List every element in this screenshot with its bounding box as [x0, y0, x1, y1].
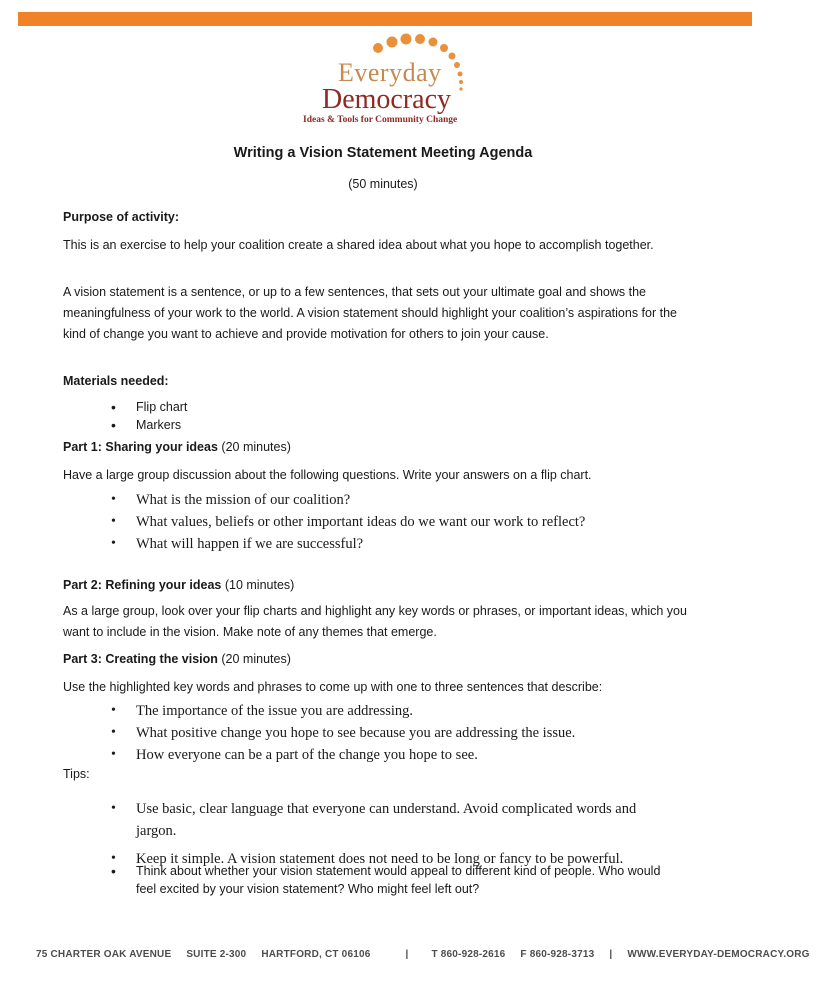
footer-city: HARTFORD, CT 06106 [261, 949, 371, 960]
list-item: • Markers [63, 416, 703, 434]
part2-heading-line [63, 575, 703, 596]
list-item: • How everyone can be a part of the change you hope to see. [63, 744, 703, 766]
footer-suite: SUITE 2-300 [186, 949, 247, 960]
materials-heading: Materials needed: [63, 374, 169, 388]
tips-list-continued [63, 862, 703, 898]
footer-separator: | [405, 949, 409, 960]
materials-list [63, 398, 703, 434]
part2-text: As a large group, look over your flip charts and highlight any key words or phrases, or important ideas, which you want to include in the vision. Make note of any themes that emerge. [63, 604, 687, 639]
part1-duration: (20 minutes) [221, 440, 291, 454]
purpose-paragraph-2: A vision statement is a sentence, or up to a few sentences, that sets out your ultimate goal and shows the meaningfulness of your work to the world. A vision statement should highlight your coalition’s aspirations for the kind of change you want to achieve and provide motivation for others to join your cause. [63, 285, 677, 341]
tips-list [63, 798, 703, 870]
footer-separator: | [609, 949, 613, 960]
list-item: • What is the mission of our coalition? [63, 489, 703, 511]
everyday-democracy-logo [300, 34, 470, 130]
list-item: • What values, beliefs or other important ideas do we want our work to reflect? [63, 511, 703, 533]
logo-word-democracy: Democracy [322, 84, 452, 115]
footer-fax: F 860-928-3713 [520, 949, 595, 960]
logo-tagline: Ideas & Tools for Community Change [303, 115, 458, 125]
part3-intro: Use the highlighted key words and phrases to come up with one to three sentences that describe: [63, 680, 603, 694]
part2-heading: Part 2: Refining your ideas [63, 578, 222, 592]
footer-address: 75 CHARTER OAK AVENUE [36, 949, 172, 960]
footer-contact [36, 949, 810, 960]
part1-intro: Have a large group discussion about the following questions. Write your answers on a flip chart. [63, 468, 592, 482]
page-subtitle: (50 minutes) [348, 177, 418, 191]
top-accent-bar [18, 12, 752, 26]
tips-heading: Tips: [63, 767, 90, 781]
purpose-paragraph-1: This is an exercise to help your coalition create a shared idea about what you hope to accomplish together. [63, 238, 654, 252]
part1-heading: Part 1: Sharing your ideas [63, 440, 218, 454]
part3-heading-line [63, 649, 703, 670]
page-title: Writing a Vision Statement Meeting Agenda [233, 145, 533, 161]
list-item: • What will happen if we are successful? [63, 533, 703, 555]
part3-heading: Part 3: Creating the vision [63, 652, 218, 666]
part2-duration: (10 minutes) [224, 578, 295, 592]
part3-duration: (20 minutes) [221, 652, 291, 666]
list-item: • Flip chart [63, 398, 703, 416]
purpose-heading: Purpose of activity: [63, 210, 179, 224]
list-item: • What positive change you hope to see because you are addressing the issue. [63, 722, 703, 744]
list-item: • Keep it simple. A vision statement does not need to be long or fancy to be powerful. [63, 848, 703, 870]
part1-question-list [63, 489, 703, 555]
footer-phone: T 860-928-2616 [431, 949, 506, 960]
footer-website: WWW.EVERYDAY-DEMOCRACY.ORG [627, 949, 810, 960]
part1-heading-line [63, 437, 703, 458]
list-item: • Use basic, clear language that everyone can understand. Avoid complicated words and jargon. [63, 798, 703, 842]
list-item: • Think about whether your vision statement would appeal to different kind of people. Who would feel excited by your vision statement? Who might feel left out? [63, 862, 703, 898]
list-item: • The importance of the issue you are addressing. [63, 700, 703, 722]
logo-word-everyday: Everyday [338, 58, 442, 87]
part3-list [63, 700, 703, 766]
